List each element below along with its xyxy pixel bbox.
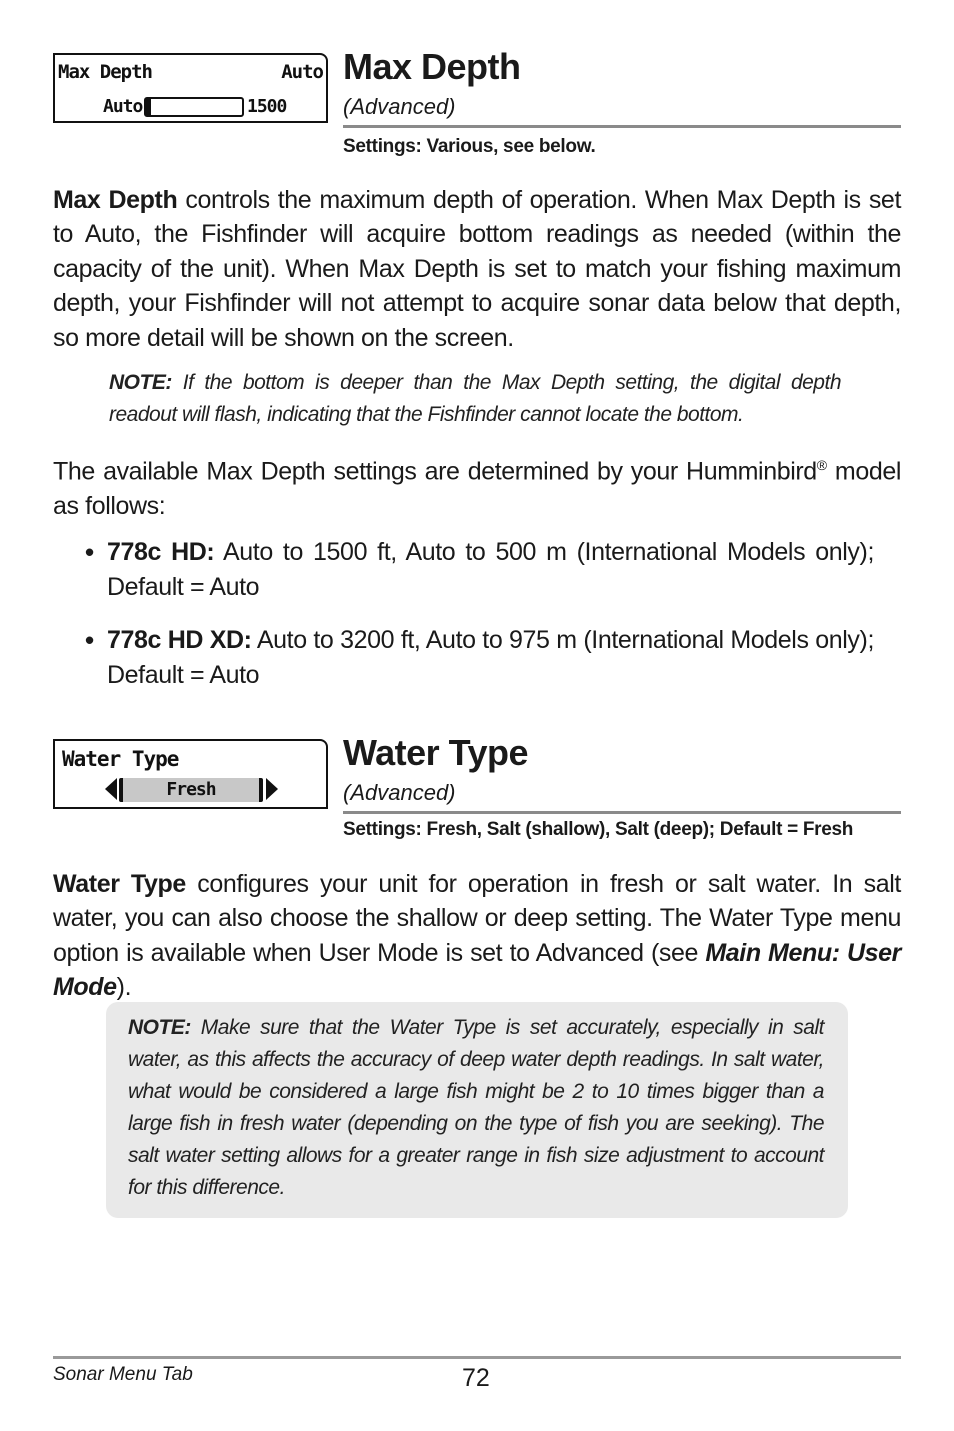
max-depth-menu-value: Auto bbox=[281, 61, 323, 83]
footer-section-name: Sonar Menu Tab bbox=[53, 1364, 193, 1385]
max-depth-note-label: NOTE: bbox=[109, 371, 172, 394]
water-type-menu-title: Water Type bbox=[62, 747, 179, 771]
water-type-note-label: NOTE: bbox=[128, 1016, 191, 1039]
registered-mark: ® bbox=[816, 457, 827, 473]
water-type-description-text: configures your unit for operation in fresh or salt water. In salt water, you can also choose the shallow or deep setting. The Water Type menu option is available when User Mode is set to Advanced (see bbox=[53, 870, 901, 967]
max-depth-note bbox=[109, 367, 841, 431]
max-depth-description-text: controls the maximum depth of operation. When Max Depth is set to Auto, the Fishfinder will acquire bottom readings as needed (within the capacity of the unit). When Max Depth is set to match your fishing maximum depth, your Fishfinder will not attempt to acquire sonar data below that depth, so more detail will be shown on the screen. bbox=[53, 186, 901, 352]
water-type-subheading: (Advanced) bbox=[343, 780, 456, 805]
max-depth-subheading: (Advanced) bbox=[343, 94, 456, 119]
footer-rule bbox=[53, 1356, 901, 1359]
max-depth-settings: Settings: Various, see below. bbox=[343, 136, 596, 157]
max-depth-slider bbox=[144, 97, 244, 117]
bullet-term: 778c HD XD: bbox=[107, 626, 252, 654]
arrow-right-icon bbox=[266, 778, 278, 800]
water-type-description bbox=[53, 867, 901, 1005]
water-type-note-text: Make sure that the Water Type is set accurately, especially in salt water, as this affects the accuracy of deep water depth readings. In salt water, what would be considered a large fish might be 2 to 10 times bigger than a large fish in fresh water (depending on the type of fish you are seeking). The salt water setting allows for a greater range in fish size adjustment to account for this difference. bbox=[128, 1016, 824, 1199]
bullet-text: Auto to 1500 ft, Auto to 500 m (International Models only); Default = Auto bbox=[107, 538, 874, 601]
water-type-heading-rule bbox=[343, 811, 901, 814]
available-intro-text: The available Max Depth settings are determined by your Humminbird bbox=[53, 457, 817, 486]
bullet-778c-hd bbox=[107, 535, 874, 605]
bullet-text: Auto to 3200 ft, Auto to 975 m (International Models only); Default = Auto bbox=[107, 626, 874, 689]
water-type-description-end: ). bbox=[116, 973, 132, 1002]
water-type-settings: Settings: Fresh, Salt (shallow), Salt (deep); Default = Fresh bbox=[343, 819, 854, 840]
bullet-dot-778c-hd-xd: • bbox=[85, 625, 95, 655]
available-settings-intro bbox=[53, 448, 901, 523]
water-type-menu-widget bbox=[53, 739, 328, 809]
arrow-left-icon bbox=[105, 778, 117, 800]
max-depth-slider-min-label: Auto bbox=[103, 96, 143, 117]
max-depth-note-text: If the bottom is deeper than the Max Depth setting, the digital depth readout will flash, indicating that the Fishfinder cannot locate the bottom. bbox=[109, 371, 841, 426]
water-type-note bbox=[128, 1012, 824, 1204]
max-depth-menu-widget bbox=[53, 53, 328, 123]
bullet-dot-778c-hd: • bbox=[85, 537, 95, 567]
max-depth-term: Max Depth bbox=[53, 186, 178, 214]
page-number: 72 bbox=[462, 1364, 490, 1392]
max-depth-slider-knob bbox=[146, 99, 151, 115]
max-depth-heading: Max Depth bbox=[343, 46, 521, 87]
max-depth-heading-rule bbox=[343, 125, 901, 128]
water-type-heading: Water Type bbox=[343, 732, 529, 773]
bullet-term: 778c HD: bbox=[107, 538, 215, 566]
water-type-menu-value: Fresh bbox=[123, 778, 259, 802]
water-type-term: Water Type bbox=[53, 870, 186, 898]
max-depth-menu-title: Max Depth bbox=[58, 61, 152, 83]
main-menu-user-mode-reference: Main Menu: User Mode bbox=[53, 938, 901, 1002]
available-intro-text-end: model as follows: bbox=[53, 457, 902, 520]
bullet-778c-hd-xd bbox=[107, 623, 874, 693]
max-depth-description bbox=[53, 183, 901, 355]
max-depth-slider-max-label: 1500 bbox=[247, 96, 287, 117]
